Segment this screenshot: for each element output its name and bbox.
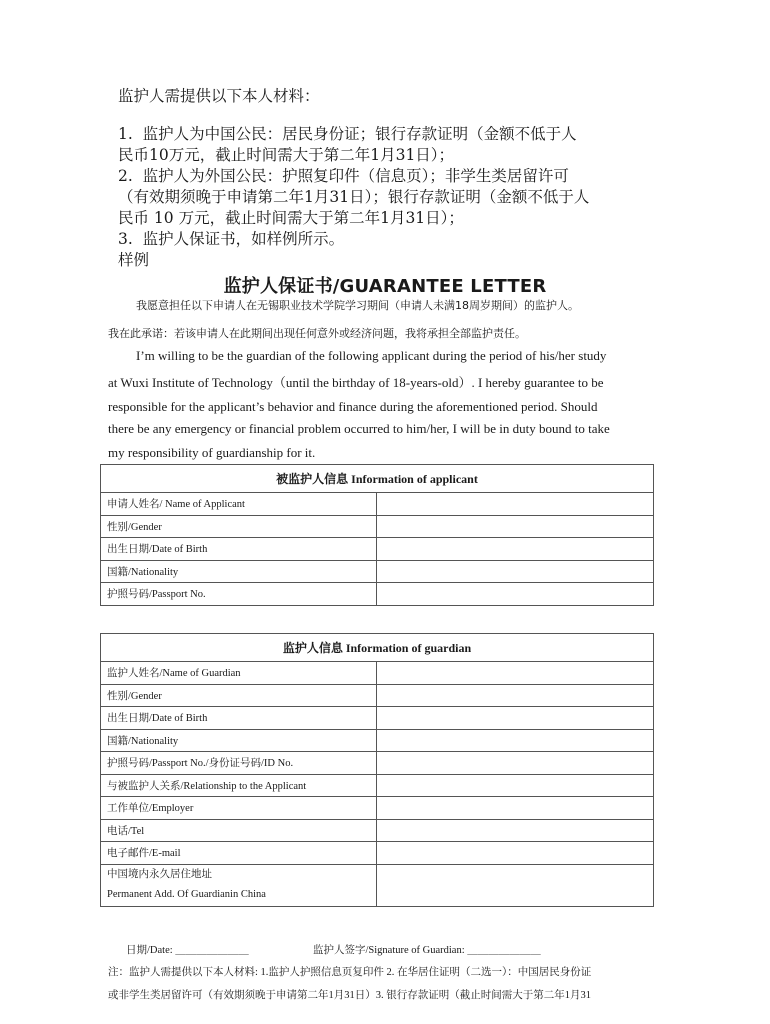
footnote-line-1: 注：监护人需提供以下本人材料: 1.监护人护照信息页复印件 2. 在华居住证明（二选一）：中国居民身份证	[108, 967, 592, 978]
field-label: 出生日期/Date of Birth	[101, 707, 377, 730]
intro-line: （有效期须晚于申请第二年1月31日）；银行存款证明（金额不低于人	[118, 188, 590, 206]
table-row	[101, 797, 654, 820]
table-row	[101, 864, 654, 906]
field-label: 出生日期/Date of Birth	[101, 538, 377, 561]
field-label: 护照号码/Passport No./身份证号码/ID No.	[101, 752, 377, 775]
guardian-relationship-field[interactable]	[377, 774, 654, 797]
pledge-cn-line-2: 我在此承诺：若该申请人在此期间出现任何意外或经济问题，我将承担全部监护责任。	[108, 327, 526, 340]
field-label: 国籍/Nationality	[101, 729, 377, 752]
applicant-nationality-field[interactable]	[377, 560, 654, 583]
pledge-en-line: I’m willing to be the guardian of the following applicant during the period of his/her study	[136, 348, 607, 363]
field-label: 工作单位/Employer	[101, 797, 377, 820]
table-row	[101, 583, 654, 606]
pledge-en-line: at Wuxi Institute of Technology（until the birthday of 18-years-old）. I hereby guarantee to be	[108, 375, 604, 390]
address-label-cn: 中国境内永久居住地址	[107, 869, 212, 880]
pledge-en-line: my responsibility of guardianship for it.	[108, 445, 316, 460]
intro-line: 样例	[118, 251, 150, 269]
intro-line: 民币 10 万元，截止时间需大于第二年1月31日）；	[118, 209, 464, 227]
field-label: 性别/Gender	[101, 515, 377, 538]
field-label: 性别/Gender	[101, 684, 377, 707]
intro-heading: 监护人需提供以下本人材料：	[118, 87, 320, 105]
field-label: 与被监护人关系/Relationship to the Applicant	[101, 774, 377, 797]
guardian-info-table	[100, 633, 654, 907]
table-row	[101, 538, 654, 561]
applicant-info-table	[100, 464, 654, 606]
table-row	[101, 662, 654, 685]
applicant-gender-field[interactable]	[377, 515, 654, 538]
applicant-birth-date-field[interactable]	[377, 538, 654, 561]
field-label: 监护人姓名/Name of Guardian	[101, 662, 377, 685]
table-row	[101, 684, 654, 707]
guardian-gender-field[interactable]	[377, 684, 654, 707]
intro-block	[118, 86, 320, 107]
applicant-table-header: 被监护人信息 Information of applicant	[101, 465, 654, 493]
applicant-name-field[interactable]	[377, 493, 654, 516]
field-label: 申请人姓名/ Name of Applicant	[101, 493, 377, 516]
table-row	[101, 493, 654, 516]
guardian-tel-field[interactable]	[377, 819, 654, 842]
pledge-en-line: there be any emergency or financial problem occurred to him/her, I will be in duty bound to take	[108, 421, 610, 436]
pledge-en-line: responsible for the applicant’s behavior and finance during the aforementioned period. Should	[108, 399, 598, 414]
intro-list	[118, 124, 589, 271]
table-row	[101, 560, 654, 583]
pledge-cn-line-1: 我愿意担任以下申请人在无锡职业技术学院学习期间（申请人未满18周岁期间）的监护人。	[136, 299, 579, 312]
table-row	[101, 842, 654, 865]
guardian-address-field[interactable]	[377, 864, 654, 906]
table-row	[101, 729, 654, 752]
applicant-passport-field[interactable]	[377, 583, 654, 606]
intro-line: 3. 监护人保证书，如样例所示。	[118, 230, 345, 248]
guardian-nationality-field[interactable]	[377, 729, 654, 752]
guardian-name-field[interactable]	[377, 662, 654, 685]
field-label: 电子邮件/E-mail	[101, 842, 377, 865]
guardian-email-field[interactable]	[377, 842, 654, 865]
field-label: 护照号码/Passport No.	[101, 583, 377, 606]
intro-line: 2. 监护人为外国公民：护照复印件（信息页）；非学生类居留许可	[118, 167, 569, 185]
date-label: 日期/Date: ＿＿＿＿＿＿＿	[126, 945, 249, 956]
guardian-signature-label: 监护人签字/Signature of Guardian: ＿＿＿＿＿＿＿	[313, 945, 541, 956]
guardian-employer-field[interactable]	[377, 797, 654, 820]
guardian-passport-id-field[interactable]	[377, 752, 654, 775]
table-row	[101, 707, 654, 730]
table-row	[101, 515, 654, 538]
intro-line: 民币10万元，截止时间需大于第二年1月31日）；	[118, 146, 455, 164]
intro-line: 1. 监护人为中国公民：居民身份证；银行存款证明（金额不低于人	[118, 125, 577, 143]
guardian-table-header: 监护人信息 Information of guardian	[101, 634, 654, 662]
table-row	[101, 774, 654, 797]
field-label: 国籍/Nationality	[101, 560, 377, 583]
letter-title: 监护人保证书/GUARANTEE LETTER	[223, 276, 547, 297]
footnote-line-2: 或非学生类居留许可（有效期须晚于申请第二年1月31日）3. 银行存款证明（截止时间需大于第二年1月31	[108, 990, 591, 1001]
address-label	[101, 864, 377, 906]
guardian-birth-date-field[interactable]	[377, 707, 654, 730]
field-label: 电话/Tel	[101, 819, 377, 842]
table-row	[101, 819, 654, 842]
address-label-en: Permanent Add. Of Guardianin China	[107, 889, 266, 900]
table-row	[101, 752, 654, 775]
